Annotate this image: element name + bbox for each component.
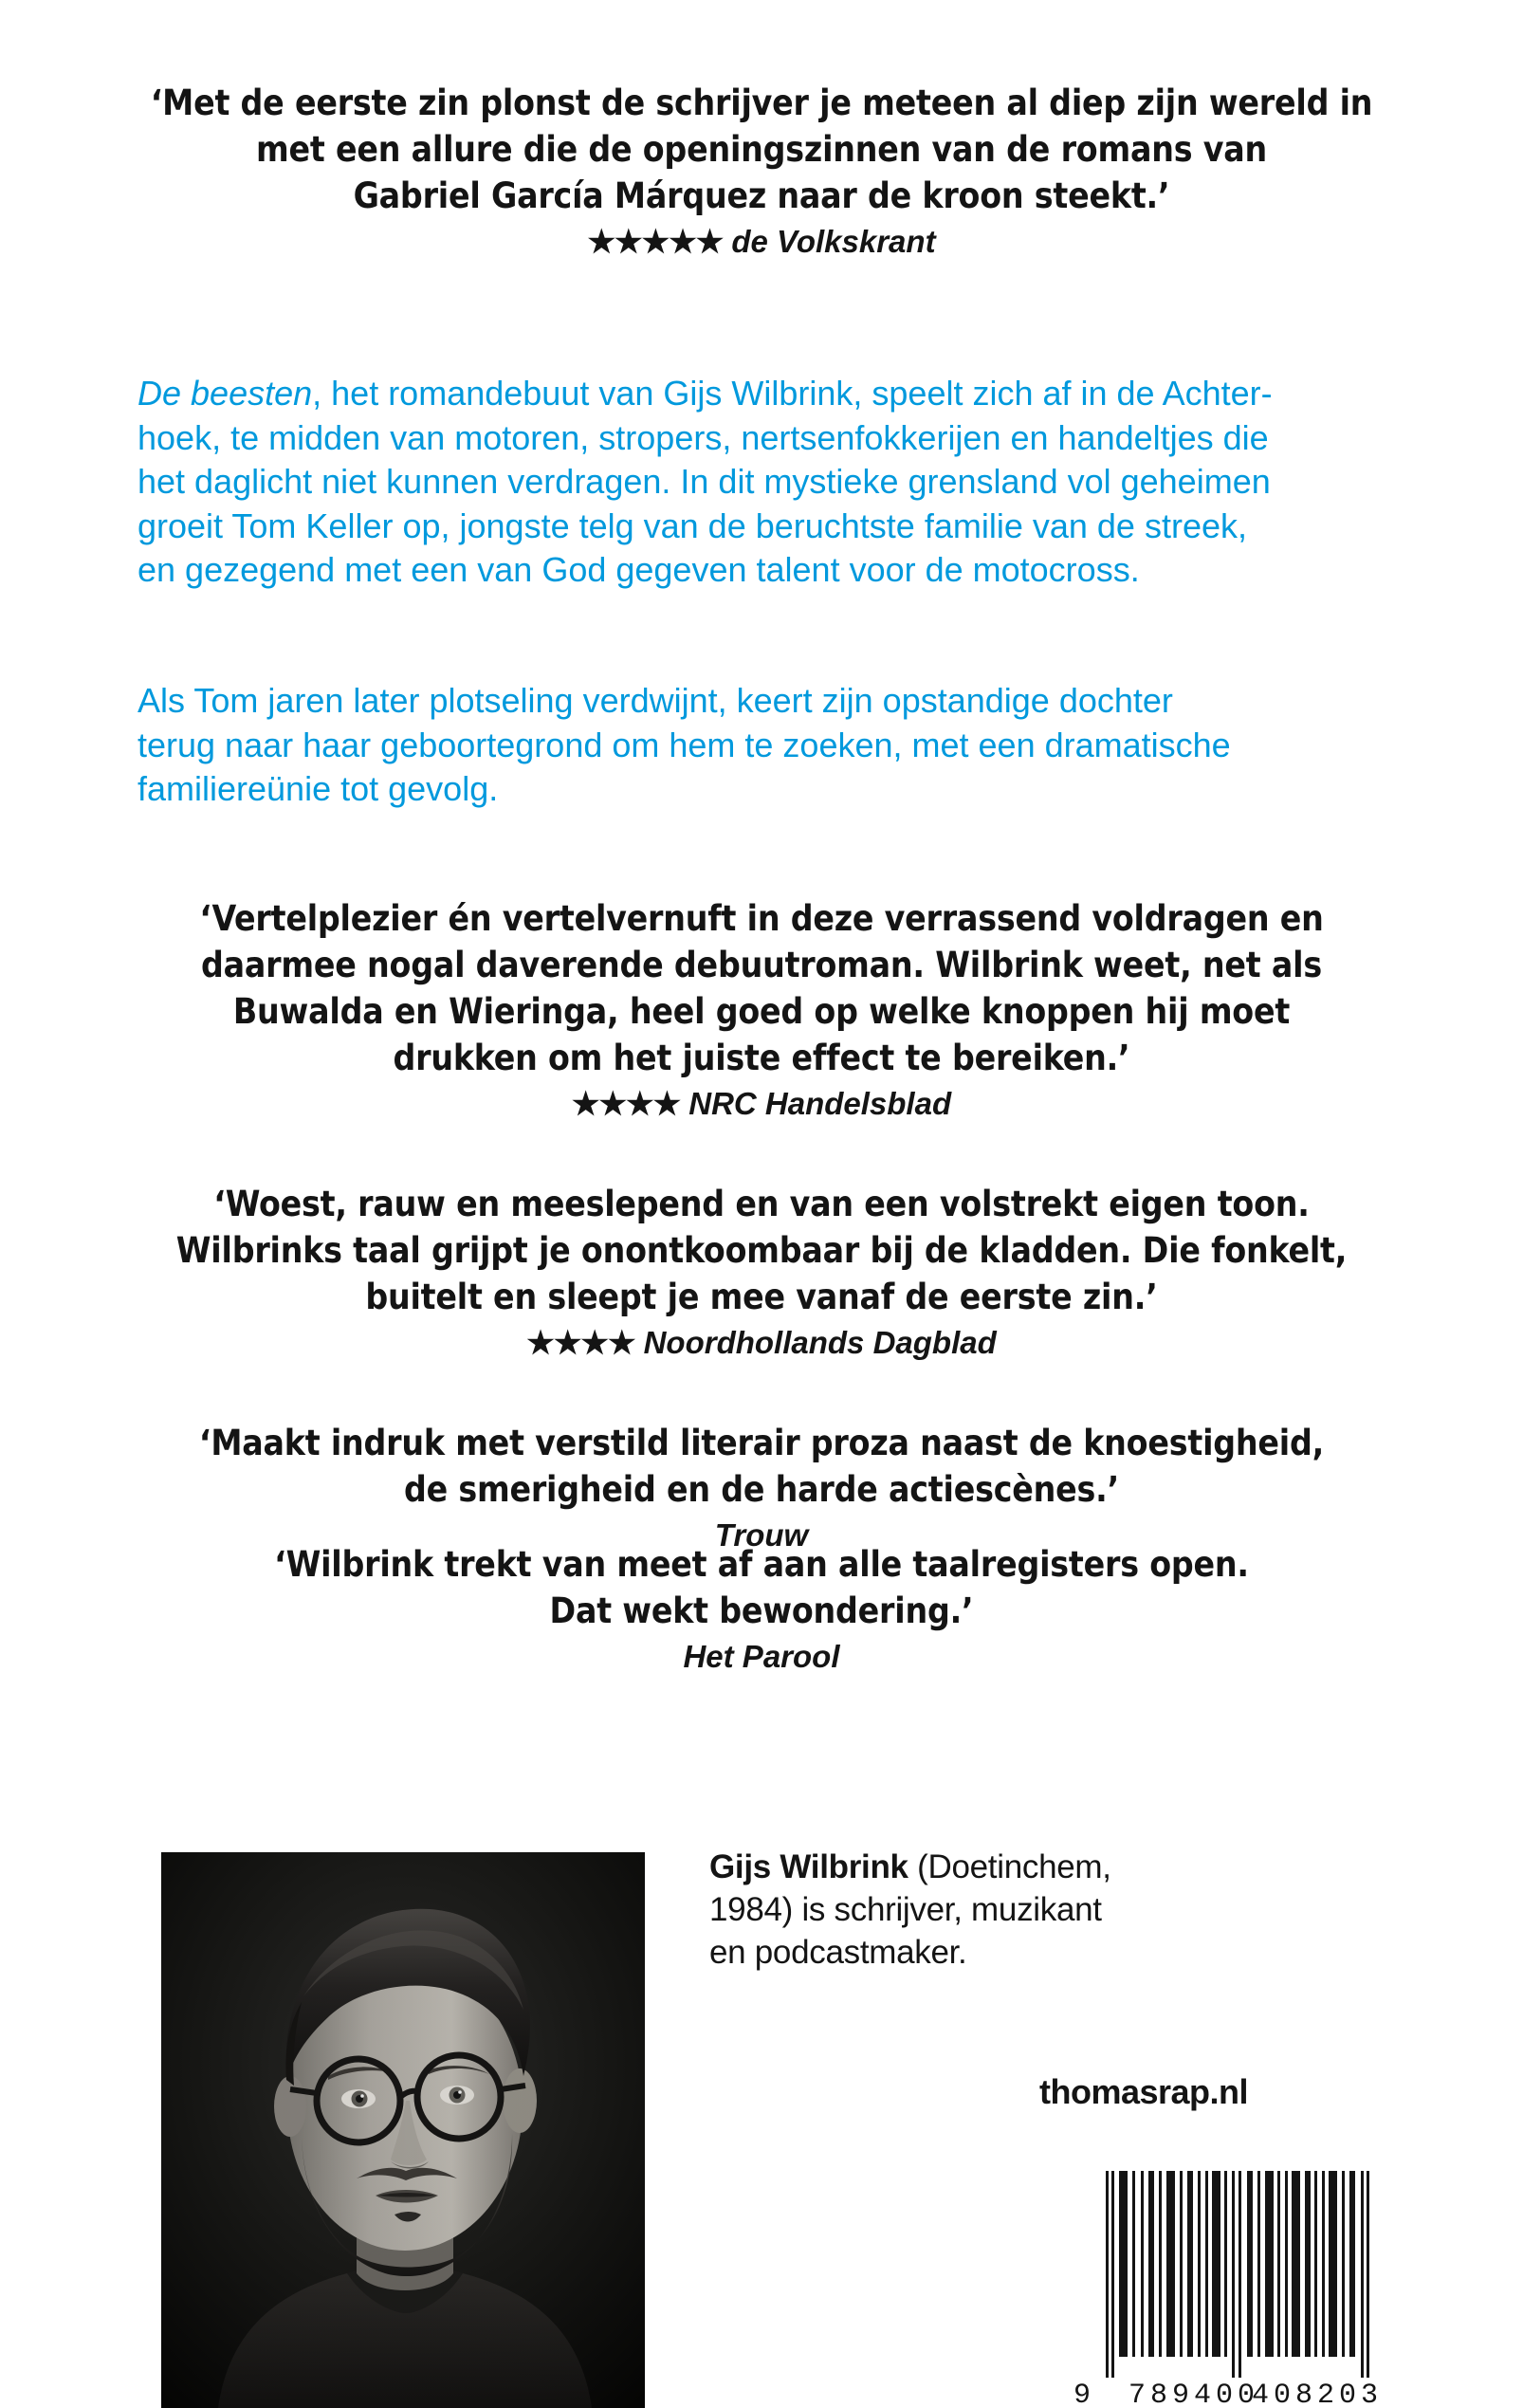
author-bio-line <box>709 1846 1240 1888</box>
description-line: hoek, te midden van motoren, stropers, nertsenfokkerijen en handeltjes die <box>138 417 1269 457</box>
publication-name: Noordhollands Dagblad <box>643 1325 997 1360</box>
review-block-noordhollands <box>0 1181 1523 1364</box>
author-bio <box>709 1846 1240 1974</box>
quote-line: ‘Maakt indruk met verstild literair proza naast de knoestigheid, <box>198 1423 1325 1463</box>
description-line: terug naar haar geboortegrond om hem te zoeken, met een dramatische <box>138 725 1231 764</box>
publication-name: NRC Handelsblad <box>688 1086 952 1121</box>
review-attribution-parool <box>0 1636 1523 1678</box>
star-rating-icon: ★★★★ <box>571 1086 681 1121</box>
review-quote-trouw <box>0 1420 1523 1513</box>
quote-line: Dat wekt bewondering.’ <box>549 1590 974 1631</box>
review-quote-noordhollands <box>0 1181 1523 1320</box>
description-line: groeit Tom Keller op, jongste telg van de beruchtste familie van de streek, <box>138 505 1247 545</box>
description-line-rest: , het romandebuut van Gijs Wilbrink, speelt zich af in de Achter- <box>312 374 1273 413</box>
author-bio-line-rest: (Doetinchem, <box>908 1848 1111 1885</box>
quote-line: met een allure die de openingszinnen van de romans van <box>256 129 1267 170</box>
quote-line: daarmee nogal daverende debuutroman. Wilbrink weet, net als <box>201 945 1322 985</box>
description-line <box>138 372 1399 416</box>
publisher-website-url[interactable]: thomasrap.nl <box>1039 2072 1249 2111</box>
author-portrait-photo <box>161 1852 645 2408</box>
review-attribution-noordhollands <box>0 1322 1523 1364</box>
author-bio-line: en podcastmaker. <box>709 1934 967 1971</box>
quote-line: Gabriel García Márquez naar de kroon steekt.’ <box>353 175 1170 216</box>
quote-line: buitelt en sleept je mee vanaf de eerste zin.’ <box>365 1277 1158 1317</box>
author-bio-line: 1984) is schrijver, muzikant <box>709 1891 1102 1928</box>
review-block-nrc <box>0 895 1523 1125</box>
description-paragraph-1 <box>138 372 1399 593</box>
review-quote-nrc <box>0 895 1523 1081</box>
description-line: het daglicht niet kunnen verdragen. In dit mystieke grensland vol geheimen <box>138 462 1271 501</box>
quote-line: ‘Woest, rauw en meeslepend en van een volstrekt eigen toon. <box>213 1184 1310 1224</box>
review-attribution-volkskrant <box>0 221 1523 263</box>
review-block-trouw <box>0 1420 1523 1556</box>
quote-line: ‘Wilbrink trekt van meet af aan alle taalregisters open. <box>274 1544 1249 1585</box>
star-rating-icon: ★★★★ <box>526 1325 635 1360</box>
barcode-prefix-digit: 9 <box>1073 2380 1092 2408</box>
quote-line: Buwalda en Wieringa, heel goed op welke knoppen hij moet <box>232 991 1291 1032</box>
barcode-left-group: 789400 <box>1128 2380 1260 2408</box>
isbn-barcode <box>1070 2165 1392 2408</box>
book-title-italic: De beesten <box>138 374 313 413</box>
barcode-right-group: 408203 <box>1252 2380 1384 2408</box>
quote-line: ‘Vertelplezier én vertelvernuft in deze verrassend voldragen en <box>199 898 1324 939</box>
description-line: en gezegend met een van God gegeven talent voor de motocross. <box>138 550 1140 589</box>
quote-line: drukken om het juiste effect te bereiken.’ <box>393 1038 1130 1078</box>
quote-line: ‘Met de eerste zin plonst de schrijver je meteen al diep zijn wereld in <box>150 83 1373 123</box>
star-rating-icon: ★★★★★ <box>587 224 724 259</box>
publication-name: de Volkskrant <box>731 224 936 259</box>
review-attribution-nrc <box>0 1083 1523 1125</box>
description-paragraph-2 <box>138 679 1399 812</box>
description-line: Als Tom jaren later plotseling verdwijnt, keert zijn opstandige dochter <box>138 681 1173 720</box>
quote-line: Wilbrinks taal grijpt je onontkoombaar bij de kladden. Die fonkelt, <box>175 1230 1348 1271</box>
review-block-parool <box>0 1541 1523 1678</box>
review-block-volkskrant <box>0 80 1523 263</box>
author-name: Gijs Wilbrink <box>709 1848 908 1885</box>
publication-name: Het Parool <box>683 1639 840 1674</box>
review-quote-volkskrant <box>0 80 1523 219</box>
description-line: familiereünie tot gevolg. <box>138 769 499 808</box>
review-quote-parool <box>0 1541 1523 1634</box>
publication-name: Trouw <box>714 1517 809 1553</box>
quote-line: de smerigheid en de harde actiescènes.’ <box>403 1469 1120 1510</box>
